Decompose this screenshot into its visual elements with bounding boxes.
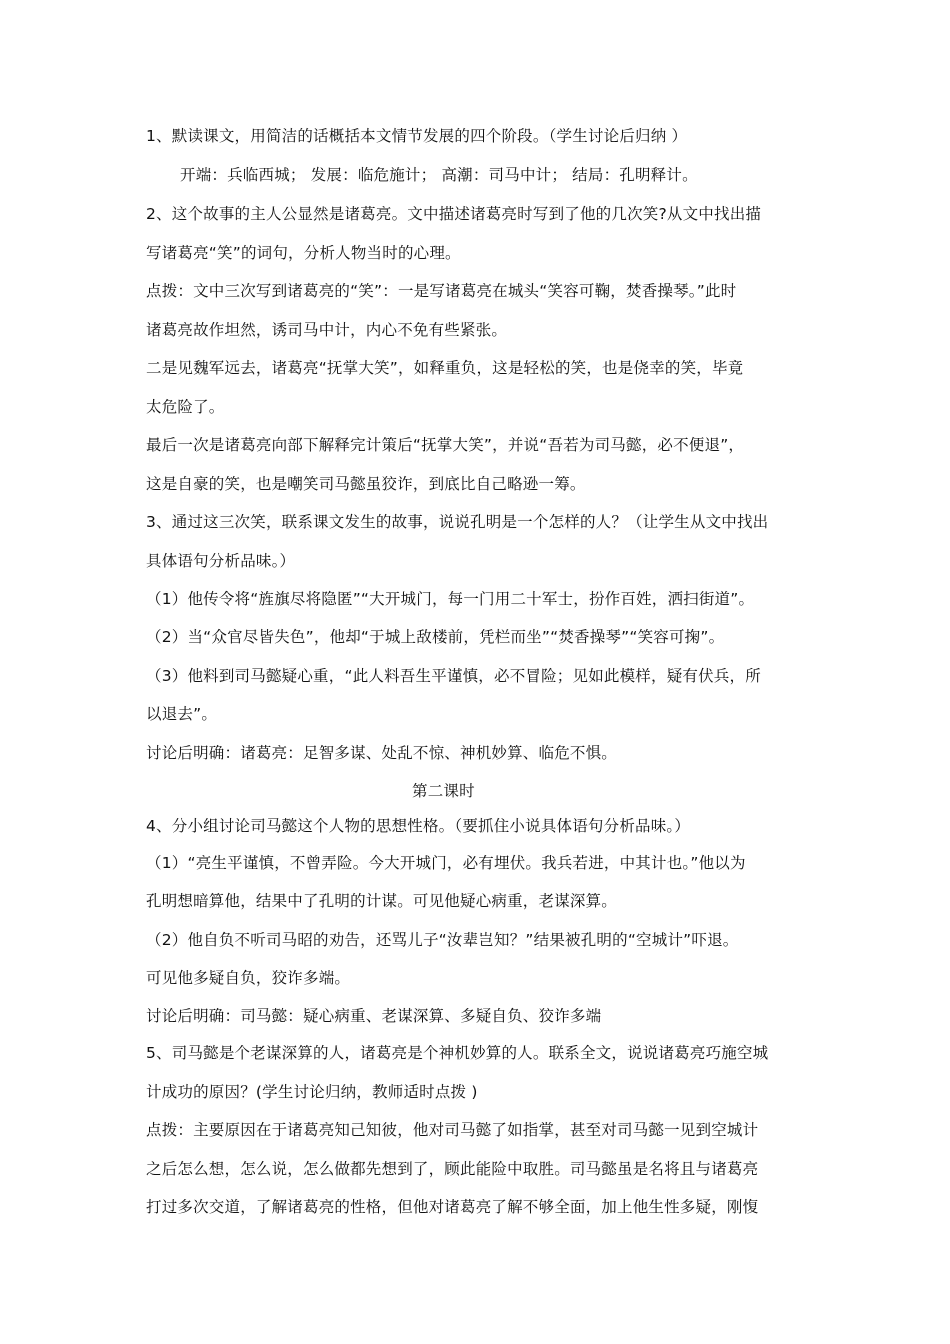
- q2-prompt-line-1: 2、这个故事的主人公显然是诸葛亮。文中描述诸葛亮时写到了他的几次笑?从文中找出描: [146, 205, 762, 223]
- q4-point-2-line-1: （2）他自负不听司马昭的劝告，还骂儿子“汝辈岂知？”结果被孔明的“空城计”吓退。: [146, 931, 739, 949]
- q3-point-1: （1）他传令将“旌旗尽将隐匿”“大开城门，每一门用二十军士，扮作百姓，洒扫街道”。: [146, 590, 755, 608]
- q3-point-2: （2）当“众官尽皆失色”，他却“于城上敌楼前，凭栏而坐”“焚香操琴”“笑容可掬”。: [146, 628, 725, 646]
- q5-hint-line-3: 打过多次交道，了解诸葛亮的性格，但他对诸葛亮了解不够全面，加上他生性多疑，刚愎: [146, 1198, 759, 1216]
- q5-hint-line-2: 之后怎么想，怎么说，怎么做都先想到了，顾此能险中取胜。司马懿虽是名将且与诸葛亮: [146, 1160, 759, 1178]
- q5-hint-line-1: 点拨：主要原因在于诸葛亮知己知彼，他对司马懿了如指掌，甚至对司马懿一见到空城计: [146, 1121, 759, 1139]
- q4-prompt: 4、分小组讨论司马懿这个人物的思想性格。（要抓住小说具体语句分析品味。）: [146, 817, 691, 835]
- q1-prompt: 1、默读课文，用简洁的话概括本文情节发展的四个阶段。（学生讨论后归纳 ）: [146, 127, 688, 145]
- section-heading: 第二课时: [412, 782, 475, 800]
- q2-hint-line-2: 诸葛亮故作坦然，诱司马中计，内心不免有些紧张。: [146, 321, 508, 339]
- q1-answer: 开端：兵临西城； 发展：临危施计； 高潮：司马中计； 结局：孔明释计。: [180, 166, 698, 184]
- q2-hint-line-1: 点拨：文中三次写到诸葛亮的“笑”：一是写诸葛亮在城头“笑容可鞠，焚香操琴。”此时: [146, 282, 737, 300]
- q3-conclusion: 讨论后明确：诸葛亮：足智多谋、处乱不惊、神机妙算、临危不惧。: [146, 744, 618, 762]
- q5-prompt-line-1: 5、司马懿是个老谋深算的人，诸葛亮是个神机妙算的人。联系全文，说说诸葛亮巧施空城: [146, 1044, 769, 1062]
- q2-hint-line-5: 最后一次是诸葛亮向部下解释完计策后“抚掌大笑”，并说“吾若为司马懿，必不便退”，: [146, 436, 745, 454]
- q3-prompt-line-1: 3、通过这三次笑，联系课文发生的故事，说说孔明是一个怎样的人？（让学生从文中找出: [146, 513, 769, 531]
- q2-hint-line-3: 二是见魏军远去，诸葛亮“抚掌大笑”，如释重负，这是轻松的笑，也是侥幸的笑，毕竟: [146, 359, 744, 377]
- q5-prompt-line-2: 计成功的原因？(学生讨论归纳，教师适时点拨 ): [146, 1083, 478, 1101]
- q3-point-3-line-2: 以退去”。: [146, 705, 218, 723]
- q3-prompt-line-2: 具体语句分析品味。）: [146, 552, 296, 570]
- q4-point-1-line-1: （1）“亮生平谨慎，不曾弄险。今大开城门，必有埋伏。我兵若进，中其计也。”他以为: [146, 854, 746, 872]
- q4-conclusion: 讨论后明确：司马懿：疑心病重、老谋深算、多疑自负、狡诈多端: [146, 1007, 602, 1025]
- q3-point-3-line-1: （3）他料到司马懿疑心重，“此人料吾生平谨慎，必不冒险；见如此模样，疑有伏兵，所: [146, 667, 761, 685]
- q4-point-1-line-2: 孔明想暗算他，结果中了孔明的计谋。可见他疑心病重，老谋深算。: [146, 892, 618, 910]
- q2-prompt-line-2: 写诸葛亮“笑”的词句，分析人物当时的心理。: [146, 244, 461, 262]
- q4-point-2-line-2: 可见他多疑自负，狡诈多端。: [146, 969, 351, 987]
- q2-hint-line-4: 太危险了。: [146, 398, 225, 416]
- q2-hint-line-6: 这是自豪的笑，也是嘲笑司马懿虽狡诈，到底比自己略逊一筹。: [146, 475, 586, 493]
